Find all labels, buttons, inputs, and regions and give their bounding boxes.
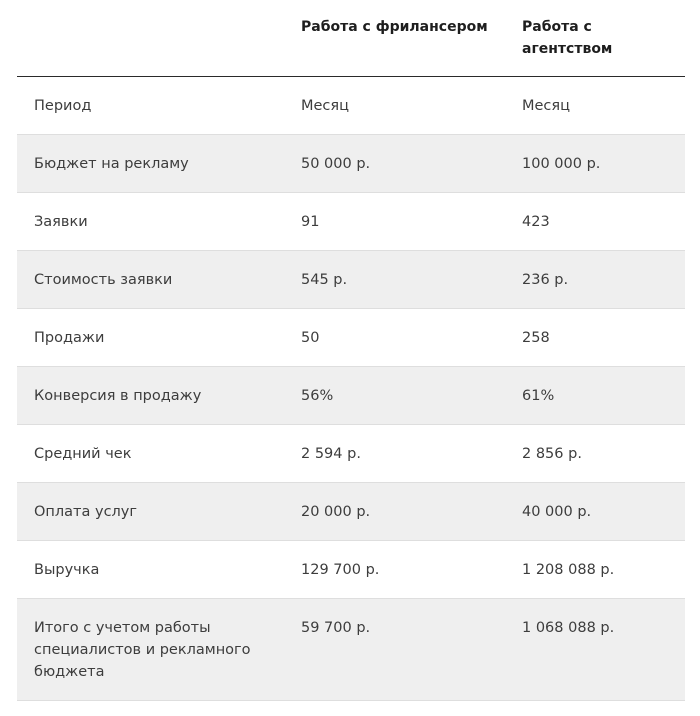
agency-value: 258 — [522, 330, 550, 346]
row-label: Продажи — [34, 330, 105, 346]
table-header — [17, 0, 685, 77]
row-label: Средний чек — [34, 446, 132, 462]
agency-value: 2 856 р. — [522, 446, 582, 462]
row-label: Конверсия в продажу — [34, 388, 202, 404]
table-row-ad-budget — [17, 135, 685, 193]
freelancer-value: 56% — [301, 388, 334, 404]
header-freelancer: Работа с фрилансером — [301, 19, 488, 35]
row-label: Выручка — [34, 562, 100, 578]
table-row-total — [17, 599, 685, 701]
freelancer-value: 59 700 р. — [301, 620, 371, 636]
freelancer-value: 91 — [301, 214, 320, 230]
agency-value: 1 208 088 р. — [522, 562, 615, 578]
table-row-period — [17, 77, 685, 135]
agency-value: 1 068 088 р. — [522, 620, 615, 636]
freelancer-value: Месяц — [301, 98, 349, 114]
table-row-conversion — [17, 367, 685, 425]
row-label: Заявки — [34, 214, 88, 230]
agency-value: 100 000 р. — [522, 156, 601, 172]
freelancer-value: 129 700 р. — [301, 562, 380, 578]
comparison-table — [17, 0, 685, 701]
agency-value: 236 р. — [522, 272, 569, 288]
table-row-revenue — [17, 541, 685, 599]
table-row-leads — [17, 193, 685, 251]
table-row-average-check — [17, 425, 685, 483]
table-row-sales — [17, 309, 685, 367]
freelancer-value: 50 — [301, 330, 320, 346]
header-agency: Работа с агентством — [522, 19, 613, 57]
agency-value: 61% — [522, 388, 555, 404]
freelancer-value: 545 р. — [301, 272, 348, 288]
freelancer-value: 2 594 р. — [301, 446, 361, 462]
agency-value: Месяц — [522, 98, 570, 114]
row-label: Итого с учетом работы специалистов и рекламного бюджета — [34, 620, 251, 680]
freelancer-value: 20 000 р. — [301, 504, 371, 520]
agency-value: 40 000 р. — [522, 504, 592, 520]
row-label: Стоимость заявки — [34, 272, 173, 288]
agency-value: 423 — [522, 214, 550, 230]
row-label: Бюджет на рекламу — [34, 156, 189, 172]
freelancer-value: 50 000 р. — [301, 156, 371, 172]
table-row-lead-cost — [17, 251, 685, 309]
row-label: Период — [34, 98, 92, 114]
table-row-service-payment — [17, 483, 685, 541]
row-label: Оплата услуг — [34, 504, 138, 520]
